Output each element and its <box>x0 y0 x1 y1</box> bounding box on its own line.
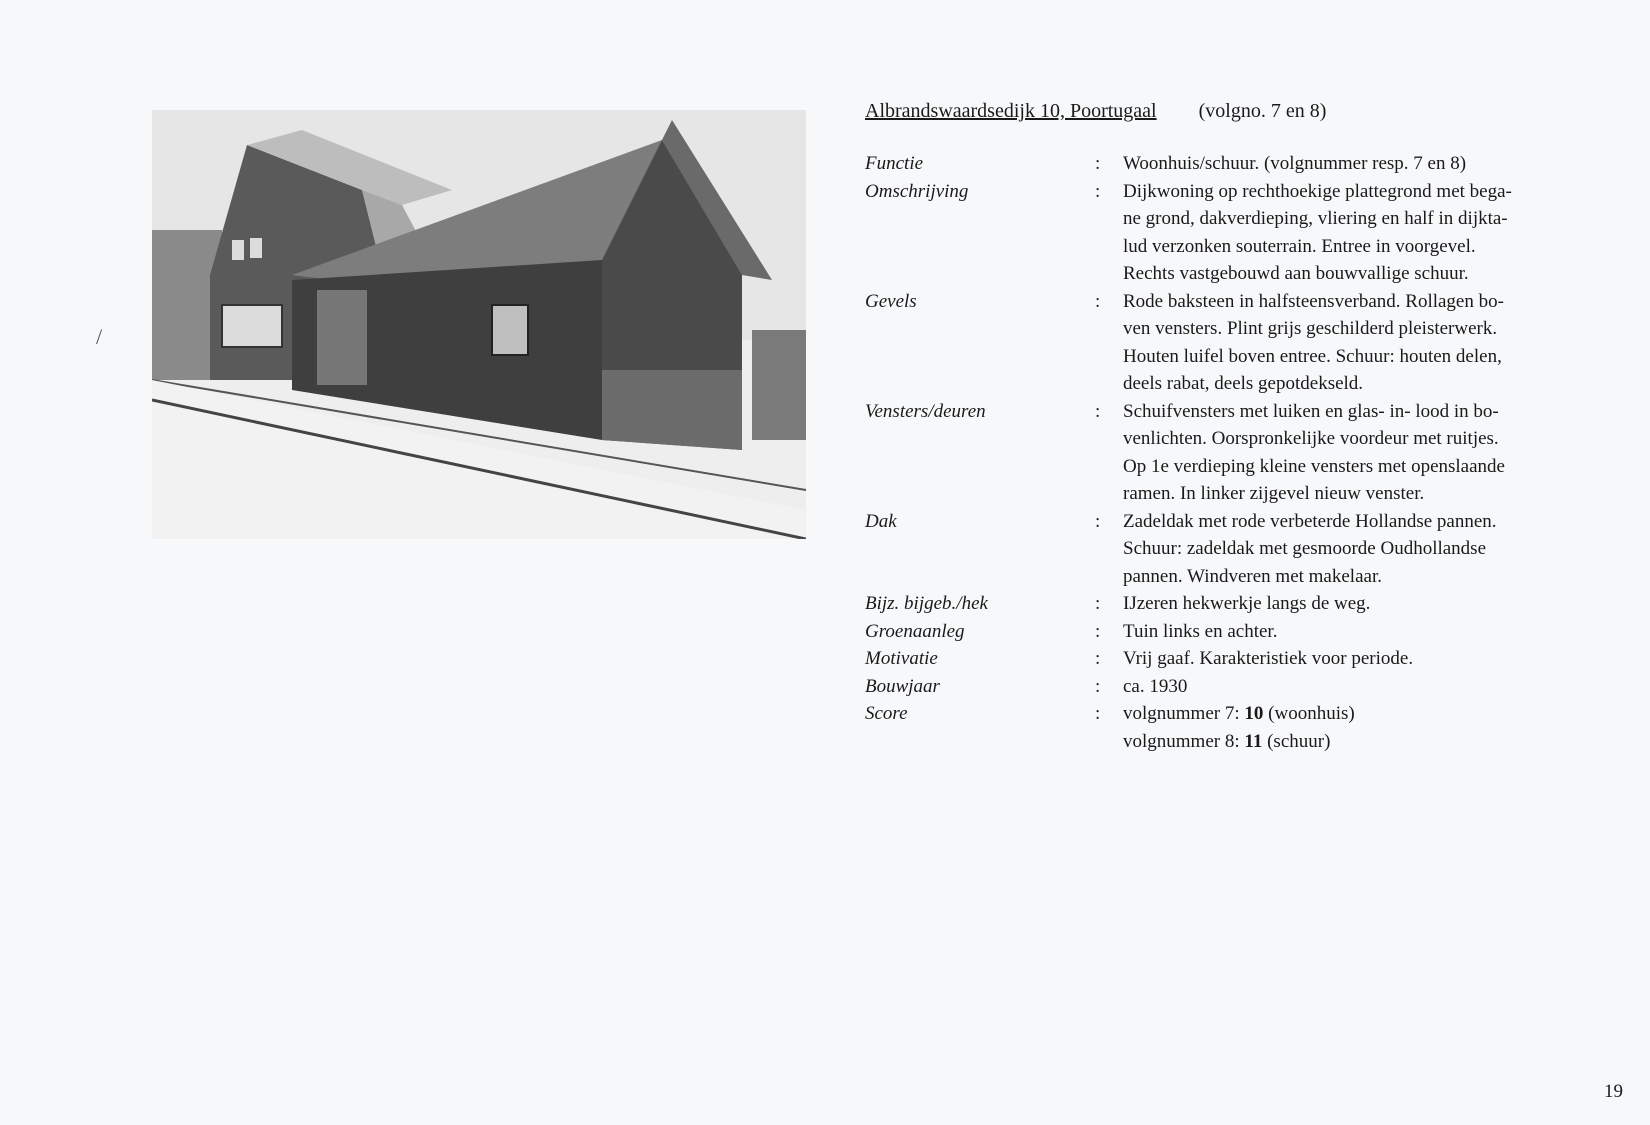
field-colon: : <box>1095 510 1101 532</box>
field-value-line: Tuin links en achter. <box>1123 620 1278 642</box>
field-value-line: venlichten. Oorspronkelijke voordeur met ruitjes. <box>1123 428 1499 449</box>
field-value-line: Dijkwoning op rechthoekige plattegrond met bega- <box>1123 180 1512 202</box>
field-value-line: lud verzonken souterrain. Entree in voorgevel. <box>1123 235 1476 257</box>
field-colon: : <box>1095 703 1101 724</box>
field-row <box>865 590 1555 618</box>
page-number: 19 <box>1604 1081 1623 1102</box>
house-photo <box>152 110 806 539</box>
address: Albrandswaardsedijk 10, Poortugaal <box>865 100 1157 122</box>
field-colon: : <box>1095 675 1101 697</box>
field-value-line: Rechts vastgebouwd aan bouwvallige schuur. <box>1123 263 1469 284</box>
field-value-line: Schuur: zadeldak met gesmoorde Oudhollandse <box>1123 538 1487 559</box>
field-value-line: Vrij gaaf. Karakteristiek voor periode. <box>1123 648 1414 669</box>
field-value-line: Rode baksteen in halfsteensverband. Rollagen bo- <box>1123 290 1504 312</box>
volgno: (volgno. 7 en 8) <box>1198 100 1327 122</box>
score-line-1 <box>1123 700 1555 728</box>
field-colon: : <box>1095 620 1101 642</box>
field-value-line: ven vensters. Plint grijs geschilderd pleisterwerk. <box>1123 318 1498 339</box>
field-label: Functie <box>865 153 924 174</box>
field-value <box>1123 645 1555 673</box>
stray-mark: / <box>96 324 103 349</box>
field-value-line: Schuifvensters met luiken en glas- in- lood in bo- <box>1123 400 1499 422</box>
score-prefix: volgnummer 7: <box>1123 703 1245 724</box>
score-value: 11 <box>1244 730 1263 752</box>
field-label: Omschrijving <box>865 180 969 202</box>
field-value-line: ramen. In linker zijgevel nieuw venster. <box>1123 483 1425 504</box>
field-value-line: Op 1e verdieping kleine vensters met openslaande <box>1123 455 1505 477</box>
field-value-line: deels rabat, deels gepotdekseld. <box>1123 373 1364 394</box>
field-row <box>865 150 1555 178</box>
field-value-line: Houten luifel boven entree. Schuur: houten delen, <box>1123 345 1502 367</box>
field-label: Gevels <box>865 290 917 312</box>
field-value-line: Woonhuis/schuur. (volgnummer resp. 7 en 8) <box>1123 153 1467 174</box>
field-colon: : <box>1095 593 1101 614</box>
field-colon: : <box>1095 400 1101 422</box>
score-value: 10 <box>1244 703 1264 724</box>
field-value <box>1123 178 1555 288</box>
field-row <box>865 618 1555 646</box>
house-photo-drawing <box>152 110 806 539</box>
field-value <box>1123 673 1555 701</box>
field-value <box>1123 590 1555 618</box>
field-value-line: IJzeren hekwerkje langs de weg. <box>1123 593 1371 614</box>
field-value <box>1123 150 1555 178</box>
field-row <box>865 673 1555 701</box>
score-prefix: volgnummer 8: <box>1123 730 1245 752</box>
address-heading <box>865 100 1326 123</box>
field-row <box>865 178 1555 288</box>
field-value <box>1123 288 1555 398</box>
field-label: Motivatie <box>865 648 938 669</box>
field-value <box>1123 508 1555 591</box>
field-value <box>1123 618 1555 646</box>
field-value-line: Zadeldak met rode verbeterde Hollandse pannen. <box>1123 510 1497 532</box>
field-value-line: pannen. Windveren met makelaar. <box>1123 565 1382 587</box>
field-label: Dak <box>865 510 897 532</box>
field-row <box>865 645 1555 673</box>
field-colon: : <box>1095 180 1101 202</box>
specification-table <box>865 150 1555 755</box>
field-label: Bijz. bijgeb./hek <box>865 593 988 614</box>
field-label: Vensters/deuren <box>865 400 986 422</box>
field-row <box>865 700 1555 755</box>
score-suffix: (woonhuis) <box>1263 703 1355 724</box>
field-colon: : <box>1095 153 1101 174</box>
field-row <box>865 508 1555 591</box>
field-value <box>1123 398 1555 508</box>
field-row <box>865 398 1555 508</box>
field-label: Bouwjaar <box>865 675 940 697</box>
field-label: Groenaanleg <box>865 620 965 642</box>
field-colon: : <box>1095 290 1101 312</box>
score-suffix: (schuur) <box>1262 730 1331 752</box>
field-value-line: ne grond, dakverdieping, vliering en half in dijkta- <box>1123 208 1508 229</box>
score-line-2 <box>1123 728 1555 756</box>
field-value <box>1123 700 1555 755</box>
field-row <box>865 288 1555 398</box>
field-colon: : <box>1095 648 1101 669</box>
field-value-line: ca. 1930 <box>1123 675 1188 697</box>
field-label: Score <box>865 703 908 724</box>
